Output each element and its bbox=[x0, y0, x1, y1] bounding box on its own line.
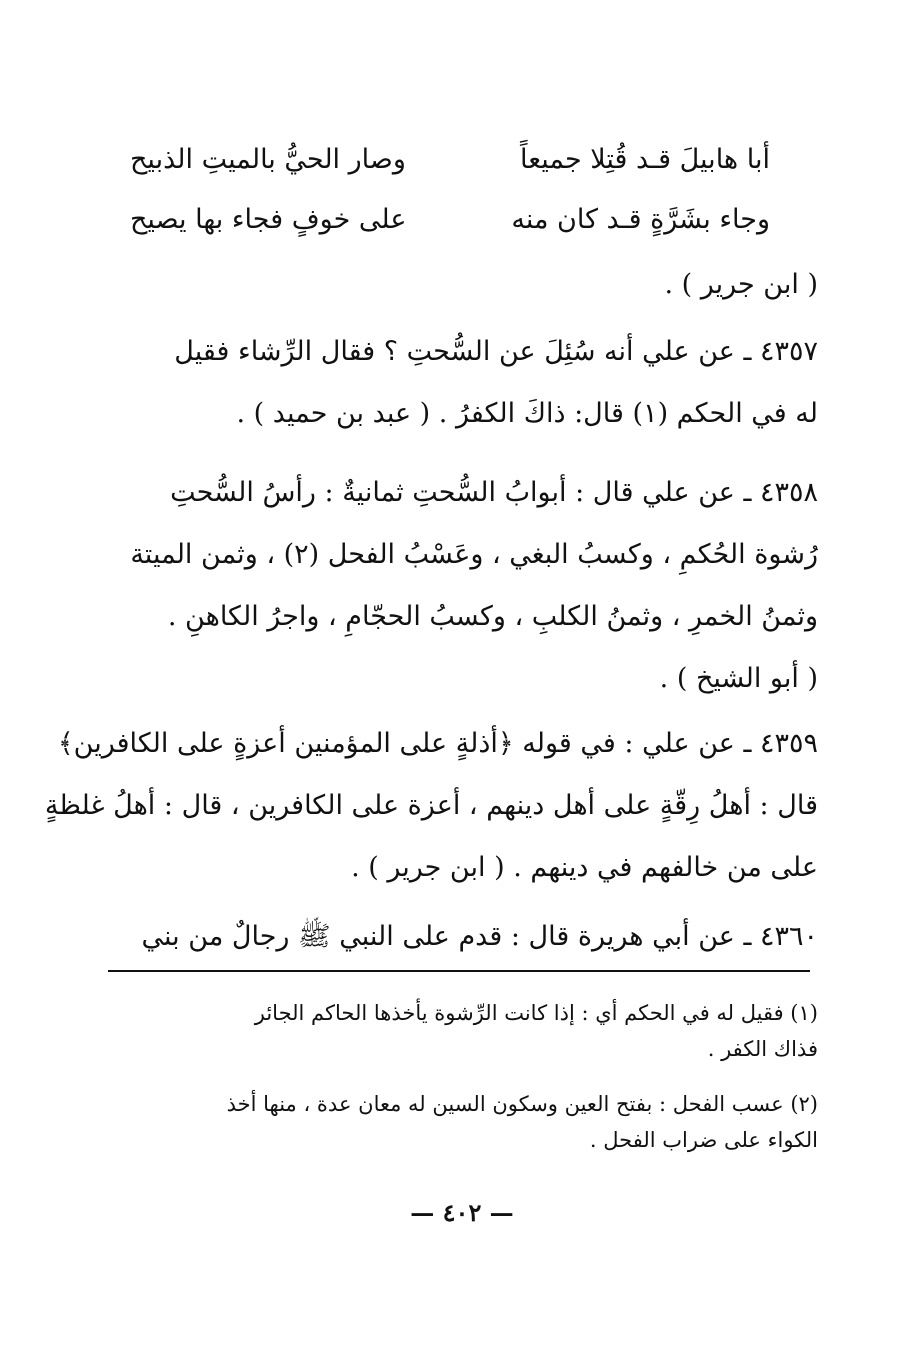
page-number: — ٤٠٢ — bbox=[410, 1198, 514, 1227]
footnote-1-line-2: فذاك الكفر . bbox=[707, 1037, 818, 1061]
footnote-separator bbox=[108, 970, 810, 972]
hadith-4358-line-1: ٤٣٥٨ ـ عن علي قال : أبوابُ السُّحتِ ثمانيةٌ : رأسُ السُّحتِ bbox=[170, 477, 818, 508]
hadith-4357-line-1: ٤٣٥٧ ـ عن علي أنه سُئِلَ عن السُّحتِ ؟ فقال الرِّشاء فقيل bbox=[174, 336, 818, 367]
hadith-4357-line-2: له في الحكم (١) قال: ذاكَ الكفرُ . ( عبد بن حميد ) . bbox=[236, 398, 818, 429]
footnote-1-line-1: (١) فقيل له في الحكم أي : إذا كانت الرِّشوة يأخذها الحاكم الجائر bbox=[254, 1001, 818, 1025]
hadith-4359-line-3: على من خالفهم في دينهم . ( ابن جرير ) . bbox=[351, 852, 818, 883]
hadith-4360-line-1: ٤٣٦٠ ـ عن أبي هريرة قال : قدم على النبي ﷺ رجالٌ من بني bbox=[141, 921, 818, 952]
hadith-4358 bbox=[108, 462, 818, 710]
verse-2-second-hemistich: على خوفٍ فجاء بها يصيح bbox=[130, 203, 407, 235]
hadith-4359-line-1: ٤٣٥٩ ـ عن علي : في قوله ﴿أذلةٍ على المؤمنين أعزةٍ على الكافرين﴾ bbox=[57, 728, 818, 759]
footnote-2 bbox=[108, 1086, 818, 1158]
hadith-4358-line-4: ( أبو الشيخ ) . bbox=[659, 663, 818, 694]
poem-verse-1 bbox=[130, 134, 770, 184]
hadith-4357 bbox=[108, 321, 818, 445]
hadith-4359 bbox=[44, 713, 818, 899]
poem-source: ( ابن جرير ) . bbox=[664, 269, 818, 300]
hadith-4359-line-2: قال : أهلُ رِقّةٍ على أهل دينهم ، أعزة على الكافرين ، قال : أهلُ غلظةٍ bbox=[44, 790, 818, 821]
hadith-4360 bbox=[108, 906, 818, 968]
hadith-4358-line-2: رُشوة الحُكمِ ، وكسبُ البغي ، وعَسْبُ الفحل (٢) ، وثمن الميتة bbox=[130, 539, 818, 570]
verse-2-first-hemistich: وجاء بشَرَّةٍ قـد كان منه bbox=[511, 203, 770, 235]
footnote-2-line-1: (٢) عسب الفحل : بفتح العين وسكون السين له معان عدة ، منها أخذ bbox=[226, 1092, 818, 1116]
hadith-4358-line-3: وثمنُ الخمرِ ، وثمنُ الكلبِ ، وكسبُ الحجّامِ ، واجرُ الكاهنِ . bbox=[167, 601, 818, 632]
poem-verse-2 bbox=[130, 194, 770, 244]
footnote-2-line-2: الكواء على ضراب الفحل . bbox=[589, 1128, 818, 1152]
verse-1-first-hemistich: أبا هابيلَ قـد قُتِلا جميعاً bbox=[519, 143, 770, 175]
verse-1-second-hemistich: وصار الحيُّ بالميتِ الذبيح bbox=[130, 143, 406, 175]
footnote-1 bbox=[108, 995, 818, 1067]
